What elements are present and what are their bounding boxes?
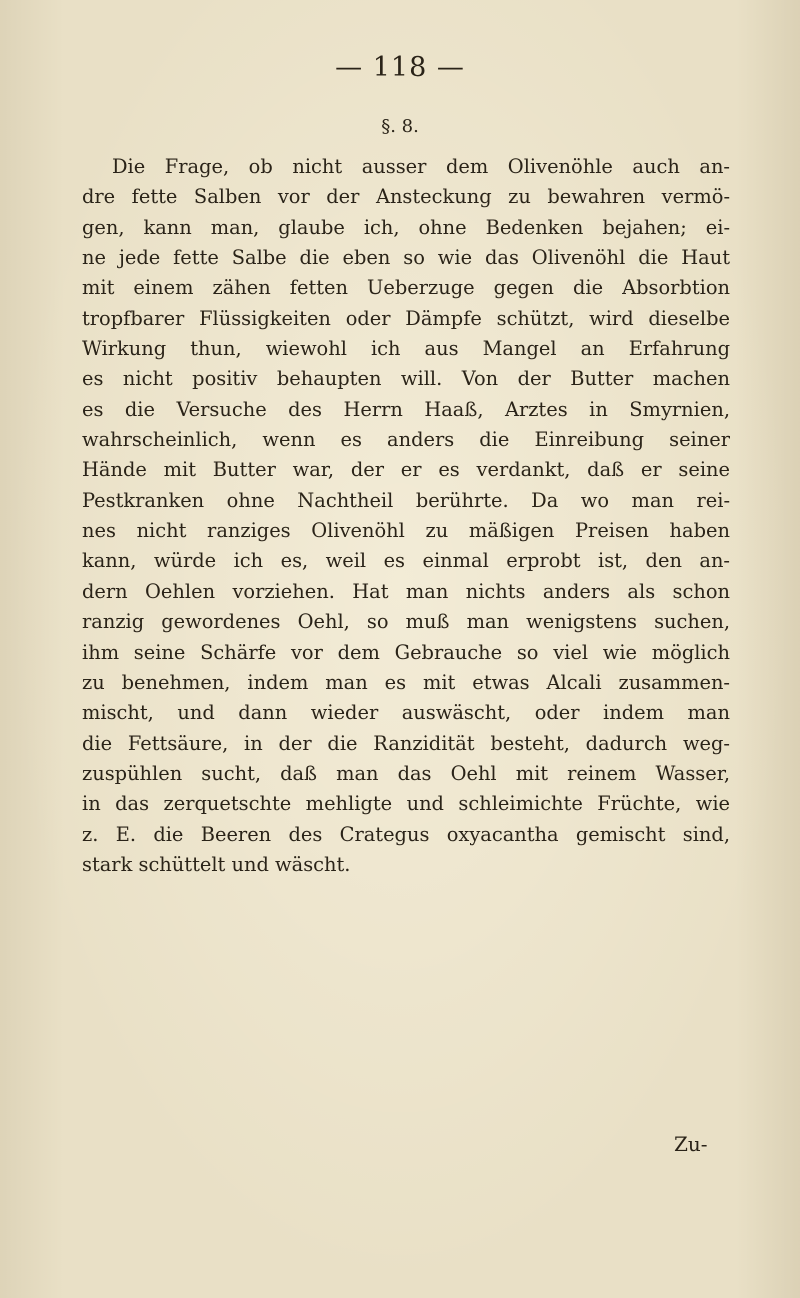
- text-line: dre fette Salben vor der Ansteckung zu bewahren vermö-: [82, 185, 730, 209]
- text-line: kann, würde ich es, weil es einmal erprobt ist, den an-: [82, 549, 730, 573]
- text-line: Die Frage, ob nicht ausser dem Olivenöhle auch an-: [112, 155, 730, 178]
- body-paragraph: [82, 152, 730, 880]
- text-line: Pestkranken ohne Nachtheil berührte. Da wo man rei-: [82, 488, 730, 512]
- section-mark: §. 8.: [381, 116, 419, 137]
- text-line: tropfbarer Flüssigkeiten oder Dämpfe schützt, wird dieselbe: [82, 306, 730, 330]
- text-line: gen, kann man, glaube ich, ohne Bedenken bejahen; ei-: [82, 215, 730, 239]
- text-line: stark schüttelt und wäscht.: [82, 852, 351, 876]
- text-line: nes nicht ranziges Olivenöhl zu mäßigen Preisen haben: [82, 519, 730, 543]
- text-line: es nicht positiv behaupten will. Von der Butter machen: [82, 367, 730, 391]
- page-number-header: — 118 —: [335, 52, 465, 83]
- text-line: ranzig gewordenes Oehl, so muß man wenigstens suchen,: [82, 610, 730, 634]
- text-line: Wirkung thun, wiewohl ich aus Mangel an Erfahrung: [82, 337, 730, 361]
- text-line: zuspühlen sucht, daß man das Oehl mit reinem Wasser,: [82, 761, 730, 785]
- text-line: mit einem zähen fetten Ueberzuge gegen die Absorbtion: [82, 276, 730, 300]
- text-line: dern Oehlen vorziehen. Hat man nichts anders als schon: [82, 579, 730, 603]
- text-line: Hände mit Butter war, der er es verdankt, daß er seine: [82, 458, 730, 482]
- text-line: z. E. die Beeren des Crategus oxyacantha gemischt sind,: [82, 822, 730, 846]
- text-line: zu benehmen, indem man es mit etwas Alcali zusammen-: [82, 670, 730, 694]
- text-line: mischt, und dann wieder auswäscht, oder indem man: [82, 701, 730, 725]
- text-line: es die Versuche des Herrn Haaß, Arztes in Smyrnien,: [82, 397, 730, 421]
- text-line: die Fettsäure, in der die Ranzidität besteht, dadurch weg-: [82, 731, 730, 755]
- text-line: wahrscheinlich, wenn es anders die Einreibung seiner: [82, 428, 730, 452]
- catchword: Zu-: [674, 1132, 708, 1156]
- text-line: ne jede fette Salbe die eben so wie das Olivenöhl die Haut: [82, 246, 730, 270]
- text-line: in das zerquetschte mehligte und schleimichte Früchte, wie: [82, 792, 730, 816]
- text-line: ihm seine Schärfe vor dem Gebrauche so viel wie möglich: [82, 640, 730, 664]
